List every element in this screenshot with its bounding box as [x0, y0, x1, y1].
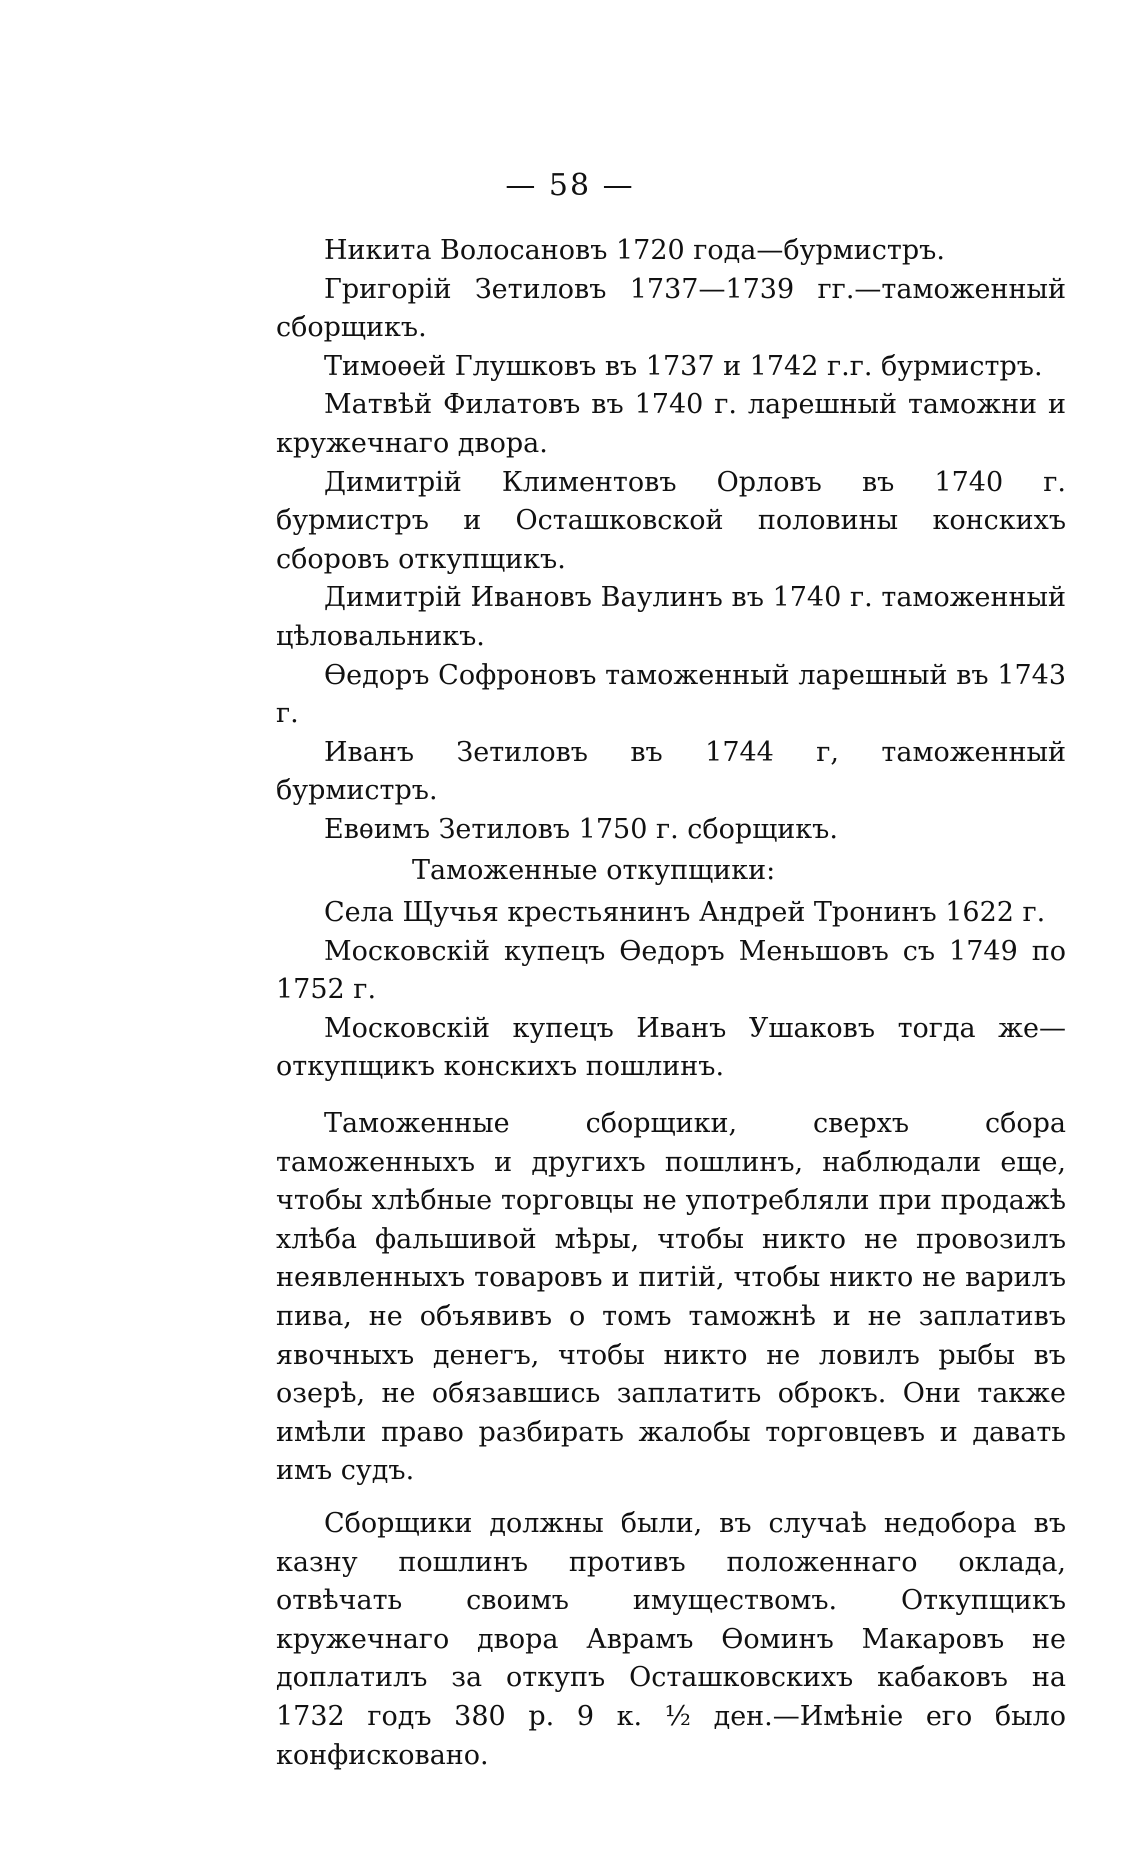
paragraph-duties: Таможенные сборщики, сверхъ сбора таможенныхъ и другихъ пошлинъ, наблюдали еще, чтобы хлѣбные торговцы не употребляли при продажѣ хлѣба фальшивой мѣры, чтобы никто не провозилъ неявленныхъ товаровъ и питій, чтобы никто не варилъ пива, не объявивъ о томъ таможнѣ и не заплативъ явочныхъ денегъ, чтобы никто не ловилъ рыбы въ озерѣ, не обязавшись заплатить оброкъ. Они также имѣли право разбирать жалобы торговцевъ и давать имъ судъ. [276, 1108, 1066, 1487]
official-entry: Димитрій Климентовъ Орловъ въ 1740 г. бурмистръ и Осташковской половины конскихъ сборовъ откупщикъ. [276, 466, 1066, 575]
official-entry: Никита Волосановъ 1720 года—бурмистръ. [324, 235, 945, 266]
tax-farmer-entry: Московскій купецъ Иванъ Ушаковъ тогда же—откупщикъ конскихъ пошлинъ. [276, 1012, 1066, 1083]
paragraph-liability: Сборщики должны были, въ случаѣ недобора въ казну пошлинъ противъ положеннаго оклада, отвѣчать своимъ имуществомъ. Откупщикъ кружечнаго двора Аврамъ Ѳоминъ Макаровъ не доплатилъ за откупъ Осташковскихъ кабаковъ на 1732 годъ 380 р. 9 к. ½ ден.—Имѣніе его было конфисковано. [276, 1508, 1066, 1771]
tax-farmer-entry: Московскій купецъ Ѳедоръ Меньшовъ съ 1749 по 1752 г. [276, 935, 1066, 1006]
tax-farmer-entry: Села Щучья крестьянинъ Андрей Тронинъ 1622 г. [324, 897, 1046, 929]
official-entry: Тимоѳей Глушковъ въ 1737 и 1742 г.г. бурмистръ. [324, 350, 1043, 382]
page-number: — 58 — [505, 168, 635, 203]
official-entry: Матвѣй Филатовъ въ 1740 г. ларешный таможни и кружечнаго двора. [276, 389, 1066, 459]
official-entry: Григорій Зетиловъ 1737—1739 гг.—таможенный сборщикъ. [276, 273, 1066, 344]
official-entry: Ѳедоръ Софроновъ таможенный ларешный въ 1743 г. [276, 659, 1066, 730]
tax-farmers-list [276, 894, 1066, 1087]
official-entry: Иванъ Зетиловъ въ 1744 г, таможенный бурмистръ. [276, 736, 1066, 807]
official-entry: Димитрій Ивановъ Ваулинъ въ 1740 г. таможенный цѣловальникъ. [276, 582, 1066, 652]
official-entry: Евѳимъ Зетиловъ 1750 г. сборщикъ. [324, 813, 838, 845]
page-body [276, 232, 1066, 1775]
tax-farmers-heading: Таможенные откупщики: [412, 854, 776, 886]
officials-list [276, 232, 1066, 850]
